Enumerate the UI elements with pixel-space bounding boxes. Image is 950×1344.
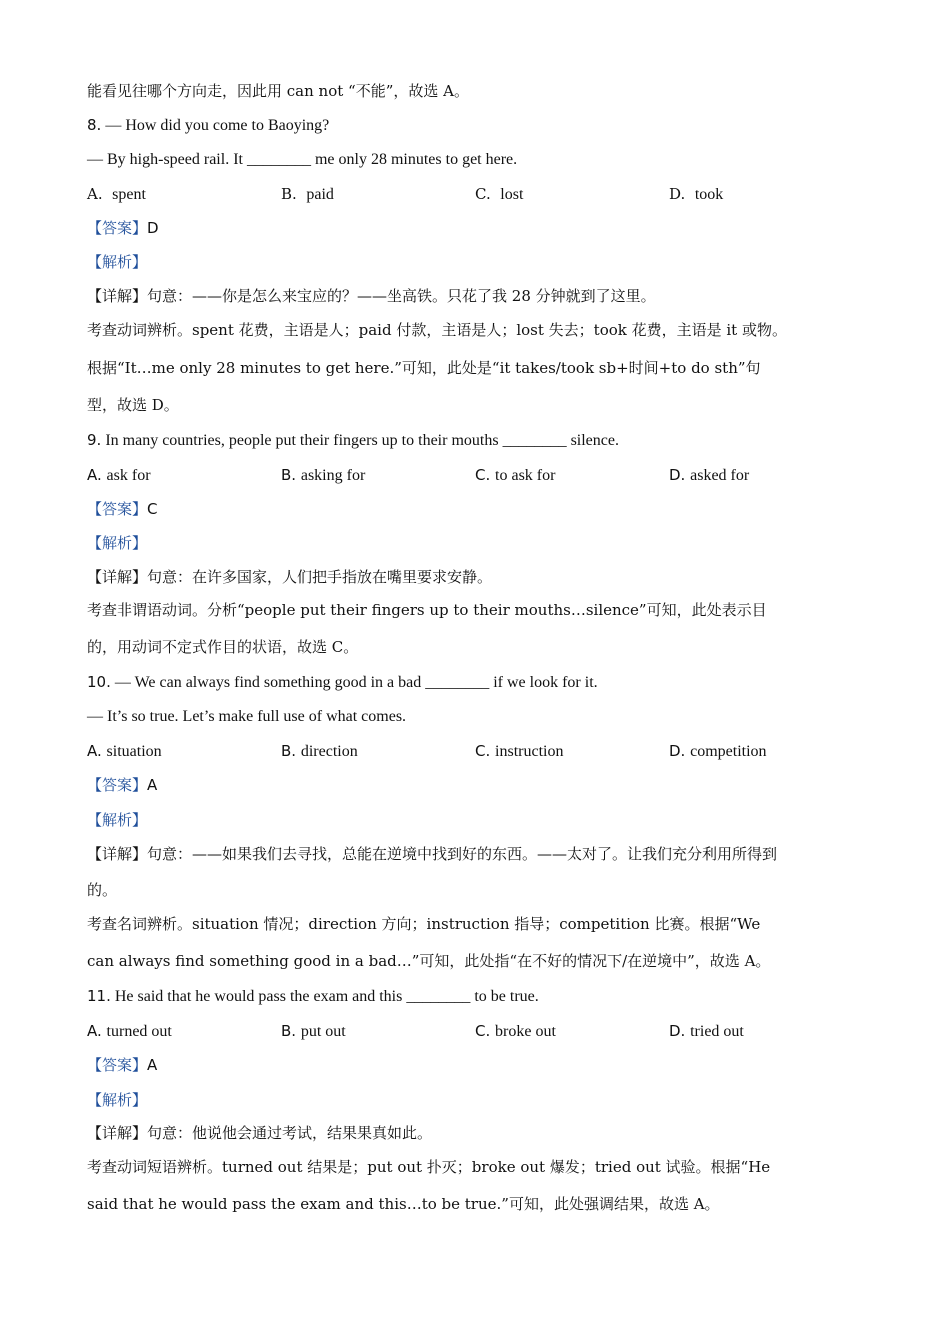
explanation-9-line-1: 考查非谓语动词。分析“people put their fingers up to their mouths…silence”可知，此处表示目 xyxy=(87,601,767,619)
answer-tag: 【答案】 xyxy=(87,1056,148,1074)
option-a: A. situation xyxy=(87,742,162,760)
answer-value: A xyxy=(147,776,158,794)
answer-value: A xyxy=(147,1056,158,1074)
option-b: B. direction xyxy=(281,742,358,760)
question-10 xyxy=(87,672,867,693)
answer-8 xyxy=(87,218,867,238)
question-9 xyxy=(87,430,867,451)
option-d: D. competition xyxy=(669,742,767,760)
analysis-tag-11: 【解析】 xyxy=(87,1091,148,1109)
explanation-8-line-1: 考查动词辨析。spent 花费，主语是人；paid 付款，主语是人；lost 失去；took 花费，主语是 it 或物。 xyxy=(87,321,787,339)
option-c: C. lost xyxy=(475,185,524,203)
detail-text: 句意：他说他会通过考试，结果果真如此。 xyxy=(147,1124,433,1142)
question-number: 9. xyxy=(87,431,102,449)
detail-11 xyxy=(87,1123,867,1143)
question-11 xyxy=(87,986,867,1007)
explanation-10-line-2: can always find something good in a bad…”可知，此处指“在不好的情况下/在逆境中”，故选 A。 xyxy=(87,952,771,970)
answer-10 xyxy=(87,775,867,795)
question-8-options xyxy=(87,184,867,204)
question-number: 10. xyxy=(87,673,111,691)
detail-tag: 【详解】 xyxy=(87,845,148,863)
explanation-11-line-1: 考查动词短语辨析。turned out 结果是；put out 扑灭；broke out 爆发；tried out 试验。根据“He xyxy=(87,1158,771,1176)
answer-value: D xyxy=(147,219,159,237)
detail-9 xyxy=(87,567,867,587)
explanation-8-line-2: 根据“It…me only 28 minutes to get here.”可知，此处是“it takes/took sb+时间+to do sth”句 xyxy=(87,359,761,377)
option-d: D. asked for xyxy=(669,466,750,484)
detail-text: 句意：——如果我们去寻找，总能在逆境中找到好的东西。——太对了。让我们充分利用所得到 xyxy=(147,845,778,863)
question-number: 8. xyxy=(87,116,102,134)
answer-tag: 【答案】 xyxy=(87,500,148,518)
option-c: C. instruction xyxy=(475,742,564,760)
detail-text: 句意：在许多国家，人们把手指放在嘴里要求安静。 xyxy=(147,568,493,586)
option-c: C. broke out xyxy=(475,1022,556,1040)
question-text: He said that he would pass the exam and this ________ to be true. xyxy=(110,988,539,1005)
detail-10 xyxy=(87,844,867,864)
question-10-reply: — It’s so true. Let’s make full use of what comes. xyxy=(87,708,407,725)
question-text: In many countries, people put their fingers up to their mouths ________ silence. xyxy=(101,432,619,449)
explanation-11-line-2: said that he would pass the exam and this…to be true.”可知，此处强调结果，故选 A。 xyxy=(87,1195,720,1213)
detail-tag: 【详解】 xyxy=(87,287,148,305)
prev-explanation-tail: 能看见往哪个方向走，因此用 can not “不能”，故选 A。 xyxy=(87,82,469,100)
answer-value: C xyxy=(147,500,158,518)
question-number: 11. xyxy=(87,987,111,1005)
detail-text: 句意：——你是怎么来宝应的？——坐高铁。只花了我 28 分钟就到了这里。 xyxy=(147,287,656,305)
analysis-tag-9: 【解析】 xyxy=(87,534,148,552)
analysis-tag-10: 【解析】 xyxy=(87,811,148,829)
explanation-8-line-3: 型，故选 D。 xyxy=(87,396,179,414)
option-d: D. tried out xyxy=(669,1022,744,1040)
explanation-9-line-2: 的，用动词不定式作目的状语，故选 C。 xyxy=(87,638,359,656)
answer-tag: 【答案】 xyxy=(87,219,148,237)
detail-tag: 【详解】 xyxy=(87,1124,148,1142)
analysis-tag-8: 【解析】 xyxy=(87,253,148,271)
option-a: A. turned out xyxy=(87,1022,172,1040)
question-11-options xyxy=(87,1021,867,1041)
question-8 xyxy=(87,115,867,136)
option-d: D. took xyxy=(669,185,724,203)
question-text: — How did you come to Baoying? xyxy=(101,117,330,134)
option-a: A. spent xyxy=(87,185,146,203)
option-b: B. put out xyxy=(281,1022,346,1040)
detail-10-cont: 的。 xyxy=(87,881,118,899)
question-text: — We can always find something good in a bad ________ if we look for it. xyxy=(110,674,598,691)
detail-tag: 【详解】 xyxy=(87,568,148,586)
option-a: A. ask for xyxy=(87,466,151,484)
detail-8 xyxy=(87,286,867,306)
explanation-10-line-1: 考查名词辨析。situation 情况；direction 方向；instruction 指导；competition 比赛。根据“We xyxy=(87,915,761,933)
answer-tag: 【答案】 xyxy=(87,776,148,794)
option-b: B. asking for xyxy=(281,466,366,484)
question-10-options xyxy=(87,741,867,761)
answer-9 xyxy=(87,499,867,519)
option-b: B. paid xyxy=(281,185,334,203)
question-9-options xyxy=(87,465,867,485)
answer-11 xyxy=(87,1055,867,1075)
question-8-reply: — By high-speed rail. It ________ me only 28 minutes to get here. xyxy=(87,151,518,168)
option-c: C. to ask for xyxy=(475,466,556,484)
